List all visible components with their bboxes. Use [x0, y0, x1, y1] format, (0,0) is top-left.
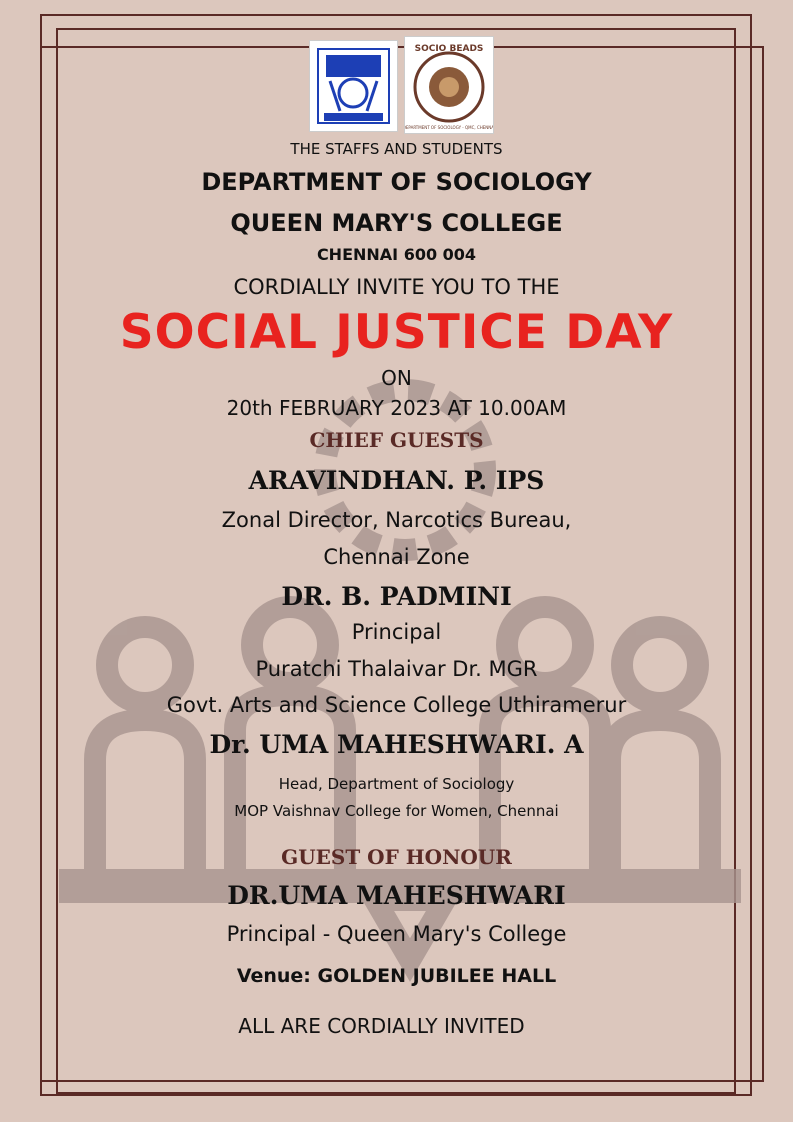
guest-1-line-2: Chennai Zone: [323, 545, 470, 569]
college-name: QUEEN MARY'S COLLEGE: [230, 209, 563, 237]
department-name: DEPARTMENT OF SOCIOLOGY: [201, 168, 592, 196]
guest-2-line-2: Puratchi Thalaivar Dr. MGR: [255, 657, 538, 681]
guest-of-honour-name: DR.UMA MAHESHWARI: [227, 881, 566, 910]
guest-of-honour-title: Principal - Queen Mary's College: [226, 922, 567, 946]
guest-2-name: DR. B. PADMINI: [281, 582, 512, 611]
college-emblem-icon: [310, 41, 397, 131]
venue: Venue: GOLDEN JUBILEE HALL: [236, 965, 557, 987]
invite-line: CORDIALLY INVITE YOU TO THE: [233, 275, 560, 299]
logo-group: [309, 40, 495, 135]
guest-3-name: Dr. UMA MAHESHWARI. A: [209, 730, 584, 759]
guest-of-honour-heading: GUEST OF HONOUR: [281, 845, 512, 869]
guest-3-line-2: MOP Vaishnav College for Women, Chennai: [234, 802, 559, 820]
chief-guests-heading: CHIEF GUESTS: [309, 428, 484, 452]
guest-2-line-1: Principal: [351, 620, 442, 644]
staffs-line: THE STAFFS AND STUDENTS: [290, 140, 503, 158]
socio-beads-text: SOCIO BEADS: [414, 44, 484, 54]
socio-beads-logo-icon: [405, 37, 493, 133]
closing-line: ALL ARE CORDIALLY INVITED: [238, 1014, 525, 1038]
guest-1-name: ARAVINDHAN. P. IPS: [248, 466, 545, 495]
socio-beads-logo: [404, 36, 494, 134]
event-title: SOCIAL JUSTICE DAY: [119, 305, 674, 360]
college-city: CHENNAI 600 004: [316, 245, 477, 264]
college-emblem: [309, 40, 398, 132]
event-on: ON: [381, 366, 412, 390]
guest-3-line-1: Head, Department of Sociology: [278, 775, 515, 793]
guest-2-line-3: Govt. Arts and Science College Uthiramerur: [166, 693, 627, 717]
socio-beads-subtext: DEPARTMENT OF SOCIOLOGY - QMC, CHENNAI: [405, 125, 493, 130]
event-datetime: 20th FEBRUARY 2023 AT 10.00AM: [226, 396, 567, 420]
guest-1-line-1: Zonal Director, Narcotics Bureau,: [221, 508, 572, 532]
